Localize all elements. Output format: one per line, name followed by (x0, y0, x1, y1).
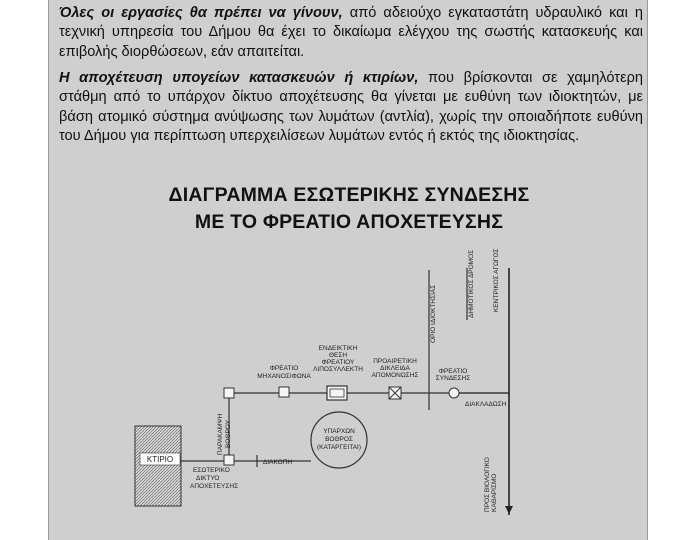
internal-network-label-1: ΕΣΩΤΕΡΙΚΟ (193, 467, 230, 474)
valve-label-2: ΔΙΚΛΕΙΔΑ (380, 365, 410, 372)
paragraph-basement-lead: Η αποχέτευση υπογείων κατασκευών ή κτιρίων, (59, 70, 419, 86)
bypass-label-2: ΒΟΘΡΟΥ (225, 420, 232, 448)
bypass-pit-box (224, 388, 234, 398)
treatment-label-1: ΠΡΟΣ ΒΙΟΛΟΓΙΚΟ (484, 457, 491, 512)
main-sewer-label: ΚΕΝΤΡΙΚΟΣ ΑΓΩΓΟΣ (493, 248, 500, 312)
building-label: ΚΤΙΡΙΟ (146, 455, 174, 464)
internal-network-label-2: ΔΙΚΤΥΟ (196, 475, 220, 482)
diagram-title-line2: ΜΕ ΤΟ ΦΡΕΑΤΙΟ ΑΠΟΧΕΤΕΥΣΗΣ (194, 211, 504, 233)
cesspit-label-3: (ΚΑΤΑΡΓΕΙΤΑΙ) (316, 444, 362, 451)
connection-diagram (49, 0, 649, 540)
paragraph-basement-body: που βρίσκονται σε χαμηλότερη στάθμη από το υπάρχον δίκτυο αποχέτευσης θα γίνεται με ευθύνη των ιδιοκτητών, με βάση ατομικό σύστημα ανύψωσης των λυμάτων (αντλία), χωρίς την οποιαδήποτε ευθύνη του Δήμου για περίπτωση υπερχειλίσεων λυμάτων εντός ή εκτός της ιδιοκτησίας. (59, 70, 643, 145)
valve-label-3: ΑΠΟΜΟΝΩΣΗΣ (371, 372, 419, 379)
connection-pit (449, 388, 459, 398)
grease-trap-box (279, 387, 289, 397)
collector-label-3: ΦΡΕΑΤΙΟΥ (321, 359, 355, 366)
treatment-label-2: ΚΑΘΑΡΙΣΜΟ (491, 473, 498, 512)
property-limit-label: ΟΡΙΟ ΙΔΙΟΚΤΗΣΙΑΣ (430, 284, 437, 343)
connection-pit-label-1: ΦΡΕΑΤΙΟ (438, 368, 468, 375)
internal-network-label-3: ΑΠΟΧΕΤΕΥΣΗΣ (190, 483, 239, 490)
paragraph-works-body: από αδειούχο εγκαταστάτη υδραυλικό και η τεχνική υπηρεσία του Δήμου θα έχει το δικαίωμα ελέγχου της σωστής κατασκευής και επιβολής διορθώσεων, εάν απαιτείται. (59, 5, 643, 60)
interruption-label: ΔΙΑΚΟΠΗ (263, 459, 293, 466)
sewer-arrow-icon (505, 506, 513, 514)
cesspit-label-2: ΒΟΘΡΟΣ (325, 436, 353, 443)
valve-label-1: ΠΡΟΑΙΡΕΤΙΚΗ (373, 358, 417, 365)
collector-label-4: ΛΙΠΟΣΥΛΛΕΚΤΗ (313, 366, 363, 373)
building-block (135, 426, 181, 506)
cesspit-label-1: ΥΠΑΡΧΩΝ (323, 428, 355, 435)
branch-label: ΔΙΑΚΛΑΔΩΣΗ (465, 401, 507, 408)
grease-trap-label-1: ΦΡΕΑΤΙΟ (269, 365, 299, 372)
grease-trap-label-2: ΜΗΧΑΝΟΣΙΦΩΝΑ (257, 373, 311, 380)
internal-pit-box (224, 455, 234, 465)
paragraph-works-lead: Όλες οι εργασίες θα πρέπει να γίνουν, (59, 5, 343, 21)
road-label: ΔΗΜΟΤΙΚΟΣ ΔΡΟΜΟΣ (468, 249, 475, 318)
diagram-title-line1: ΔΙΑΓΡΑΜΜΑ ΕΣΩΤΕΡΙΚΗΣ ΣΥΝΔΕΣΗΣ (168, 184, 530, 206)
collector-label-2: ΘΕΣΗ (328, 352, 348, 359)
bypass-label-1: ΠΑΡΑΚΑΜΨΗ (217, 413, 224, 455)
document-page (48, 0, 648, 540)
collector-label-1: ΕΝΔΕΙΚΤΙΚΗ (318, 345, 358, 352)
connection-pit-label-2: ΣΥΝΔΕΣΗΣ (435, 375, 471, 382)
